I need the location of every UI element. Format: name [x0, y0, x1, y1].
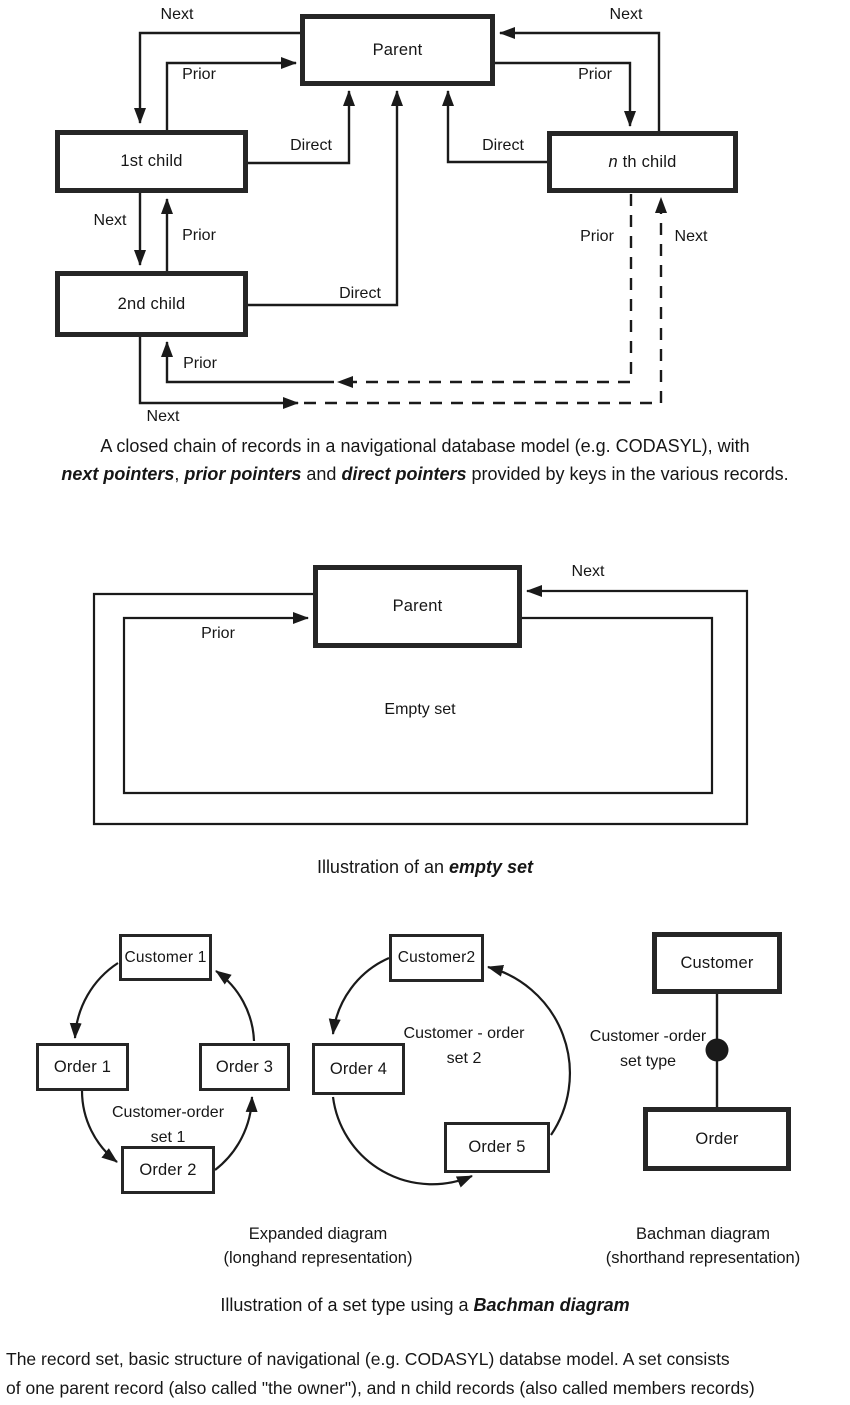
set1-name-line2: set 1: [150, 1129, 186, 1146]
label-next-parent-child1: Next: [160, 6, 194, 23]
label-empty-set-prior: Prior: [201, 625, 235, 642]
order1-box: [36, 1043, 129, 1091]
order4-label: Order 4: [329, 1059, 388, 1078]
bachman-customer-label: Customer: [680, 953, 754, 972]
bachman-set-type-label: [590, 1024, 706, 1074]
set-type-caption-prefix: Illustration of a set type using a: [220, 1295, 474, 1315]
label-prior-child1-parent: Prior: [182, 66, 216, 83]
expanded-diagram-caption-line1: Expanded diagram: [248, 1225, 388, 1243]
empty-set-parent-box: [313, 565, 522, 648]
bachman-connector: [706, 994, 729, 1107]
set2-name-line1: Customer - order: [403, 1025, 525, 1042]
order4-box: [312, 1043, 405, 1095]
edge-direct-child2-to-parent: [248, 91, 397, 305]
expanded-diagram-caption-line2: (longhand representation): [223, 1249, 413, 1267]
order3-label: Order 3: [215, 1057, 274, 1076]
caption-sep1: ,: [174, 463, 185, 484]
parent-record-label: Parent: [372, 40, 423, 59]
first-child-label: 1st child: [120, 152, 183, 170]
label-empty-set-next: Next: [571, 563, 605, 580]
expanded-diagram-caption: [224, 1222, 413, 1270]
arc-customer2-to-order4: [333, 958, 389, 1034]
label-direct-child2: Direct: [339, 285, 381, 302]
empty-set-caption: [0, 854, 850, 882]
bachman-set-dot: [706, 1039, 729, 1062]
nth-child-label-rest: th child: [617, 152, 677, 171]
bachman-diagram-caption: [606, 1222, 800, 1270]
empty-set-caption-emph: empty set: [449, 857, 534, 877]
edge-next-parent-to-child1: [140, 33, 302, 123]
customer1-box: [119, 934, 212, 981]
nth-child-label: [608, 153, 676, 172]
label-direct-child1: Direct: [290, 137, 332, 154]
first-child-record-box: [55, 130, 248, 193]
second-child-label: 2nd child: [117, 294, 186, 313]
closed-chain-edges: [140, 33, 661, 403]
footer-paragraph: [6, 1345, 846, 1402]
caption-term-prior-pointers: prior pointers: [184, 463, 302, 484]
arc-order3-to-customer1: [216, 971, 254, 1041]
label-prior-near-childn: Prior: [580, 228, 614, 245]
set2-name-line2: set 2: [446, 1050, 482, 1067]
parent-record-box: [300, 14, 495, 86]
order5-box: [444, 1122, 550, 1173]
empty-set-parent-label: Parent: [392, 597, 443, 615]
customer1-label: Customer 1: [124, 948, 207, 966]
order1-label: Order 1: [53, 1057, 112, 1076]
customer2-label: Customer2: [397, 949, 476, 966]
label-prior-parent-childn: Prior: [578, 66, 612, 83]
bachman-diagram-caption-line1: Bachman diagram: [636, 1225, 770, 1243]
closed-chain-caption-line2: [0, 461, 850, 489]
nth-child-label-italic-n: n: [608, 152, 618, 171]
caption-term-next-pointers: next pointers: [61, 463, 175, 484]
label-next-child1-child2: Next: [93, 212, 127, 229]
label-direct-childn: Direct: [482, 137, 524, 154]
label-next-near-childn: Next: [674, 228, 708, 245]
customer2-box: [389, 934, 484, 982]
footer-line2: of one parent record (also called "the owner"), and n child records (also called members records): [6, 1377, 755, 1398]
footer-line1: The record set, basic structure of navigational (e.g. CODASYL) databse model. A set consists: [6, 1349, 730, 1369]
label-prior-child2-child1: Prior: [182, 227, 216, 244]
label-prior-childn-child2: Prior: [183, 355, 217, 372]
caption-term-direct-pointers: direct pointers: [341, 463, 467, 484]
order2-box: [121, 1146, 215, 1194]
set2-name-label: [404, 1021, 525, 1071]
bachman-diagram-caption-line2: (shorthand representation): [605, 1249, 801, 1267]
set-type-caption-emph: Bachman diagram: [473, 1295, 630, 1315]
bachman-set-type-line2: set type: [619, 1053, 677, 1070]
second-child-record-box: [55, 271, 248, 337]
edge-next-child2-to-childn-solid: [140, 337, 298, 403]
empty-set-caption-prefix: Illustration of an: [316, 857, 450, 877]
nth-child-record-box: [547, 131, 738, 193]
label-next-child2-childn: Next: [146, 408, 180, 425]
set1-name-line1: Customer-order: [111, 1104, 225, 1121]
closed-chain-caption-line1: A closed chain of records in a navigational database model (e.g. CODASYL), with: [100, 436, 750, 456]
set-type-caption: [0, 1292, 850, 1320]
bachman-set-type-line1: Customer -order: [589, 1028, 707, 1045]
bachman-customer-box: [652, 932, 782, 994]
arc-customer1-to-order1: [75, 963, 118, 1038]
order5-label: Order 5: [468, 1138, 526, 1156]
label-empty-set: Empty set: [384, 701, 456, 718]
bachman-order-label: Order: [695, 1129, 739, 1148]
order2-label: Order 2: [139, 1160, 197, 1179]
bachman-order-box: [643, 1107, 791, 1171]
caption-rest: provided by keys in the various records.: [466, 463, 789, 484]
label-next-childn-parent: Next: [609, 6, 643, 23]
set1-name-label: [112, 1100, 224, 1150]
closed-chain-caption: [0, 433, 850, 488]
caption-sep2: and: [301, 463, 342, 484]
order3-box: [199, 1043, 290, 1091]
